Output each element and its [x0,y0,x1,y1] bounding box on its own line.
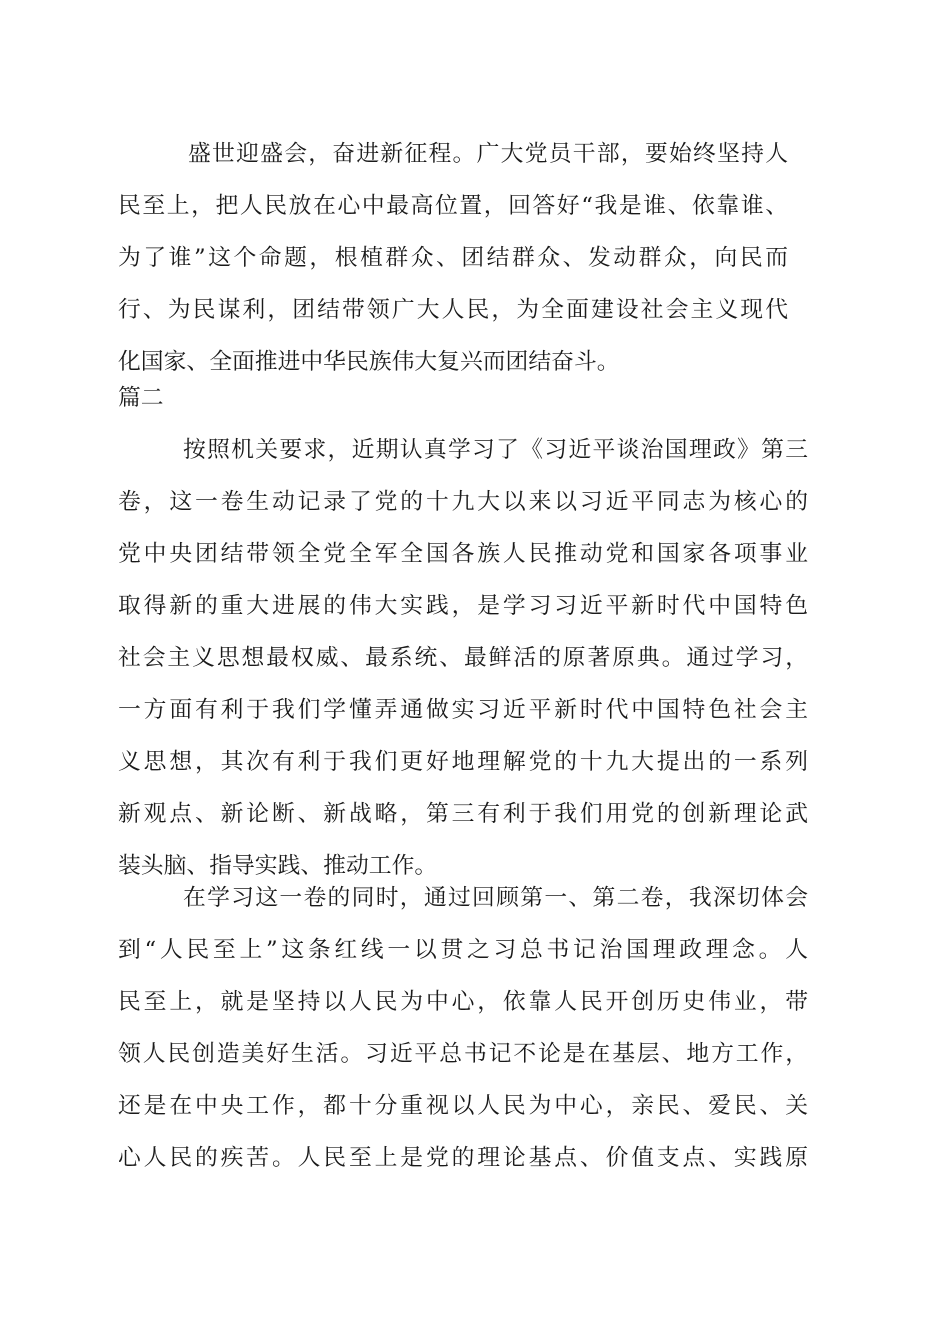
paragraph-line: 为了谁”这个命题，根植群众、团结群众、发动群众，向民而 [118,245,788,271]
section-heading: 篇二 [118,385,164,411]
paragraph-line: 义思想，其次有利于我们更好地理解党的十九大提出的一系列 [118,749,808,775]
paragraph-line: 取得新的重大进展的伟大实践，是学习习近平新时代中国特色 [118,593,808,619]
paragraph-line: 民至上，就是坚持以人民为中心，依靠人民开创历史伟业，带 [118,989,808,1015]
paragraph-line: 心人民的疾苦。人民至上是党的理论基点、价值支点、实践原 [118,1145,808,1171]
paragraph-line: 还是在中央工作，都十分重视以人民为中心，亲民、爱民、关 [118,1093,808,1119]
paragraph-line: 领人民创造美好生活。习近平总书记不论是在基层、地方工作， [118,1041,808,1067]
paragraph-1 [118,128,788,388]
paragraph-line: 在学习这一卷的同时，通过回顾第一、第二卷，我深切体会 [183,885,808,911]
paragraph-line: 盛世迎盛会，奋进新征程。广大党员干部，要始终坚持人 [188,141,788,167]
paragraph-line: 行、为民谋利，团结带领广大人民，为全面建设社会主义现代 [118,297,788,323]
paragraph-line: 党中央团结带领全党全军全国各族人民推动党和国家各项事业 [118,541,808,567]
paragraph-line: 一方面有利于我们学懂弄通做实习近平新时代中国特色社会主 [118,697,808,723]
paragraph-line: 卷，这一卷生动记录了党的十九大以来以习近平同志为核心的 [118,489,808,515]
paragraph-line: 新观点、新论断、新战略，第三有利于我们用党的创新理论武 [118,801,808,827]
paragraph-line: 民至上，把人民放在心中最高位置，回答好“我是谁、依靠谁、 [118,193,788,219]
paragraph-line: 社会主义思想最权威、最系统、最鲜活的原著原典。通过学习， [118,645,808,671]
paragraph-line: 化国家、全面推进中华民族伟大复兴而团结奋斗。 [118,349,620,375]
paragraph-line: 按照机关要求，近期认真学习了《习近平谈治国理政》第三 [183,437,808,463]
paragraph-2 [118,424,808,892]
paragraph-3 [118,872,808,1184]
paragraph-line: 装头脑、指导实践、推动工作。 [118,853,438,879]
paragraph-line: 到“人民至上”这条红线一以贯之习总书记治国理政理念。人 [118,937,808,963]
